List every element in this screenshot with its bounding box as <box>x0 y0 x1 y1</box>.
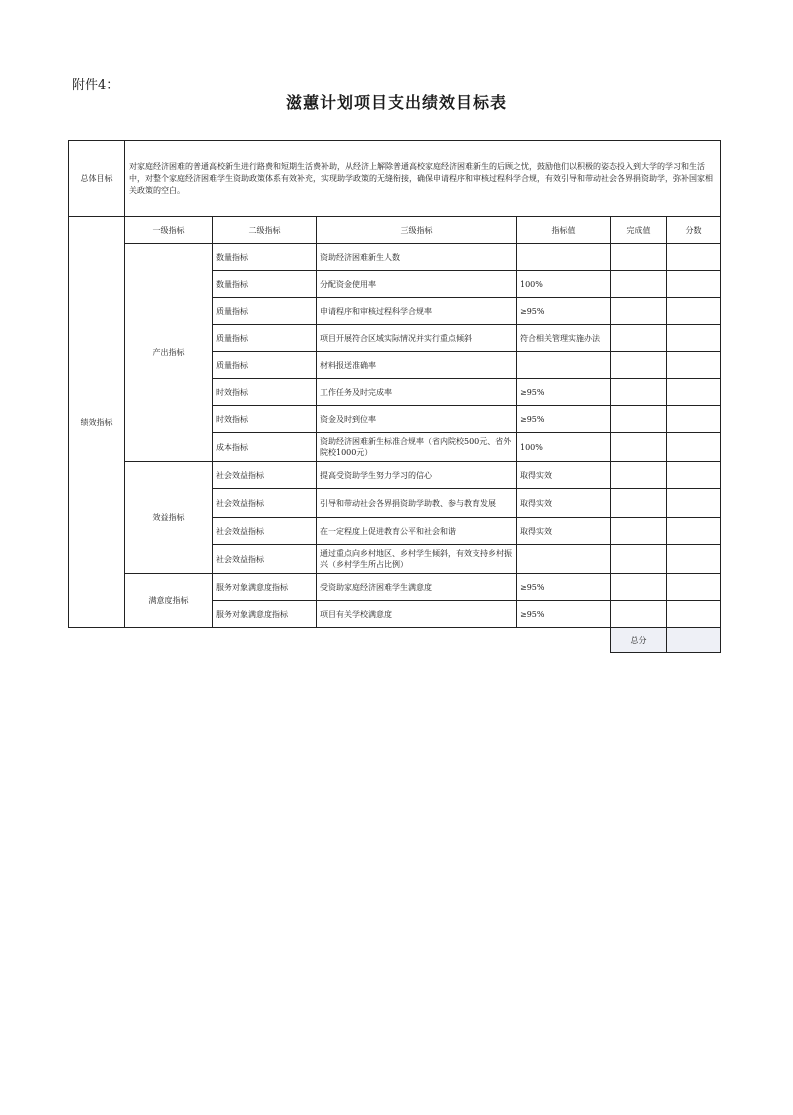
level2-indicator: 时效指标 <box>213 406 317 433</box>
level3-indicator: 引导和带动社会各界捐资助学助教、参与教育发展 <box>317 489 517 518</box>
score-value <box>667 462 721 489</box>
target-value: 100% <box>517 433 611 462</box>
target-value: ≥95% <box>517 298 611 325</box>
level1-indicator: 效益指标 <box>125 462 213 574</box>
level3-indicator: 在一定程度上促进教育公平和社会和谐 <box>317 518 517 545</box>
total-spacer <box>69 628 611 653</box>
score-value <box>667 601 721 628</box>
header-target: 指标值 <box>517 217 611 244</box>
level2-indicator: 数量指标 <box>213 244 317 271</box>
completed-value <box>611 298 667 325</box>
target-value: 取得实效 <box>517 518 611 545</box>
score-value <box>667 271 721 298</box>
completed-value <box>611 518 667 545</box>
level2-indicator: 服务对象满意度指标 <box>213 601 317 628</box>
completed-value <box>611 406 667 433</box>
completed-value <box>611 545 667 574</box>
score-value <box>667 352 721 379</box>
target-value <box>517 244 611 271</box>
page-title: 滋蕙计划项目支出绩效目标表 <box>285 93 507 112</box>
level3-indicator: 受资助家庭经济困难学生满意度 <box>317 574 517 601</box>
level3-indicator: 分配资金使用率 <box>317 271 517 298</box>
completed-value <box>611 489 667 518</box>
completed-value <box>611 379 667 406</box>
level2-indicator: 质量指标 <box>213 298 317 325</box>
target-value <box>517 352 611 379</box>
level2-indicator: 社会效益指标 <box>213 489 317 518</box>
score-value <box>667 379 721 406</box>
level2-indicator: 时效指标 <box>213 379 317 406</box>
completed-value <box>611 325 667 352</box>
total-value <box>667 628 721 653</box>
performance-table <box>68 140 721 653</box>
level3-indicator: 项目开展符合区域实际情况并实行重点倾斜 <box>317 325 517 352</box>
level3-indicator: 资助经济困难新生标准合规率（省内院校500元、省外院校1000元） <box>317 433 517 462</box>
score-value <box>667 518 721 545</box>
header-level2: 二级指标 <box>213 217 317 244</box>
completed-value <box>611 574 667 601</box>
target-value: ≥95% <box>517 406 611 433</box>
attachment-label: 附件4： <box>72 78 120 93</box>
indicator-row <box>69 462 721 489</box>
level2-indicator: 数量指标 <box>213 271 317 298</box>
level1-indicator: 产出指标 <box>125 244 213 462</box>
score-value <box>667 574 721 601</box>
score-value <box>667 489 721 518</box>
total-row <box>69 628 721 653</box>
header-level3: 三级指标 <box>317 217 517 244</box>
score-value <box>667 433 721 462</box>
level2-indicator: 社会效益指标 <box>213 462 317 489</box>
score-value <box>667 406 721 433</box>
overall-goal-label: 总体目标 <box>69 141 125 217</box>
level2-indicator: 成本指标 <box>213 433 317 462</box>
total-label: 总分 <box>611 628 667 653</box>
level2-indicator: 社会效益指标 <box>213 545 317 574</box>
level3-indicator: 工作任务及时完成率 <box>317 379 517 406</box>
level2-indicator: 社会效益指标 <box>213 518 317 545</box>
score-value <box>667 325 721 352</box>
header-completed: 完成值 <box>611 217 667 244</box>
target-value: ≥95% <box>517 601 611 628</box>
level3-indicator: 通过重点向乡村地区、乡村学生倾斜，有效支持乡村振兴（乡村学生所占比例） <box>317 545 517 574</box>
completed-value <box>611 244 667 271</box>
level3-indicator: 项目有关学校满意度 <box>317 601 517 628</box>
score-value <box>667 298 721 325</box>
target-value: 符合相关管理实施办法 <box>517 325 611 352</box>
completed-value <box>611 601 667 628</box>
level3-indicator: 申请程序和审核过程科学合规率 <box>317 298 517 325</box>
target-value: 取得实效 <box>517 489 611 518</box>
score-value <box>667 545 721 574</box>
indicator-row <box>69 244 721 271</box>
level2-indicator: 质量指标 <box>213 352 317 379</box>
indicator-row <box>69 574 721 601</box>
level3-indicator: 材料报送准确率 <box>317 352 517 379</box>
header-score: 分数 <box>667 217 721 244</box>
completed-value <box>611 433 667 462</box>
score-value <box>667 244 721 271</box>
overall-goal-row <box>69 141 721 217</box>
completed-value <box>611 271 667 298</box>
target-value: ≥95% <box>517 574 611 601</box>
level3-indicator: 资金及时到位率 <box>317 406 517 433</box>
level3-indicator: 提高受资助学生努力学习的信心 <box>317 462 517 489</box>
completed-value <box>611 352 667 379</box>
target-value: 100% <box>517 271 611 298</box>
level2-indicator: 质量指标 <box>213 325 317 352</box>
header-level1: 一级指标 <box>125 217 213 244</box>
target-value: 取得实效 <box>517 462 611 489</box>
target-value: ≥95% <box>517 379 611 406</box>
target-value <box>517 545 611 574</box>
level3-indicator: 资助经济困难新生人数 <box>317 244 517 271</box>
header-row <box>69 217 721 244</box>
completed-value <box>611 462 667 489</box>
level2-indicator: 服务对象满意度指标 <box>213 574 317 601</box>
level1-indicator: 满意度指标 <box>125 574 213 628</box>
overall-goal-text: 对家庭经济困难的普通高校新生进行路费和短期生活费补助，从经济上解除普通高校家庭经济困难新生的后顾之忧，鼓励他们以积极的姿态投入到大学的学习和生活中，对整个家庭经济困难学生资助政策体系有效补充，实现助学政策的无缝衔接，确保申请程序和审核过程科学合规，有效引导和带动社会各界捐资助学，弥补国家相关政策的空白。 <box>125 141 721 217</box>
performance-indicators-label: 绩效指标 <box>69 217 125 628</box>
